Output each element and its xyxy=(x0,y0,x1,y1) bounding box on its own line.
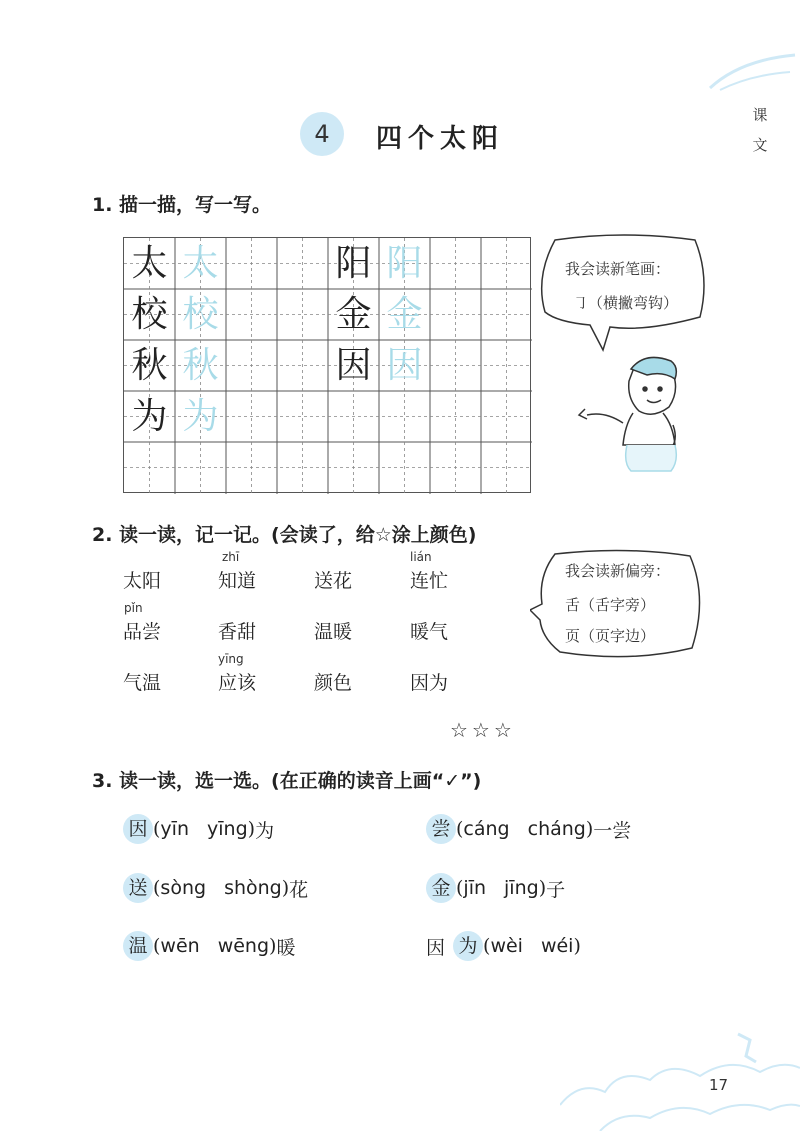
grid-trace-char: 阳 xyxy=(386,243,423,284)
pinyin-choice-item: 温 ( wēn wēng ) 暖 xyxy=(123,931,295,961)
vocab-word: 送花 xyxy=(314,570,353,592)
vocab-word: 应该 xyxy=(218,672,257,694)
decor-clouds-icon xyxy=(560,1010,800,1131)
pinyin-option[interactable]: wēng xyxy=(217,935,270,957)
side-tab xyxy=(748,100,772,160)
pinyin-option[interactable]: jīng xyxy=(504,877,539,899)
pinyin-option[interactable]: shòng xyxy=(224,877,282,899)
pinyin-option[interactable]: jīn xyxy=(463,877,487,899)
grid-char: 阳 xyxy=(335,243,372,284)
pinyin-option[interactable]: wēn xyxy=(160,935,200,957)
bubble-2-line2: 舌（舌字旁） xyxy=(565,596,656,614)
vocab-word: 太阳 xyxy=(123,570,162,592)
item-suffix: 暖 xyxy=(276,936,296,959)
pinyin-option[interactable]: cháng xyxy=(527,818,586,840)
decor-swoosh-icon xyxy=(700,50,800,95)
bubble-1-line2: ㇆（横撇弯钩） xyxy=(573,294,679,312)
grid-trace-char: 因 xyxy=(386,345,423,386)
rating-stars[interactable]: ☆☆☆ xyxy=(450,718,516,742)
grid-trace-char: 太 xyxy=(182,243,219,284)
pinyin-choice-item: 因 ( yīn yīng ) 为 xyxy=(123,814,274,844)
grid-trace-char: 校 xyxy=(182,294,219,335)
pinyin-option[interactable]: wèi xyxy=(490,935,523,957)
lesson-title: 四个太阳 xyxy=(376,124,505,154)
grid-char: 太 xyxy=(131,243,168,284)
vocab-pinyin: pǐn xyxy=(124,601,143,615)
target-char: 为 xyxy=(453,931,483,961)
pinyin-option[interactable]: yīn xyxy=(160,818,189,840)
grid-trace-char: 为 xyxy=(182,396,219,437)
vocab-pinyin: lián xyxy=(410,550,432,564)
grid-char: 校 xyxy=(131,294,168,335)
pinyin-option[interactable]: cáng xyxy=(463,818,510,840)
pinyin-choice-item: 尝 ( cáng cháng ) 一尝 xyxy=(426,814,631,844)
item-suffix: 一尝 xyxy=(593,819,632,842)
pinyin-option[interactable]: sòng xyxy=(160,877,207,899)
target-char: 因 xyxy=(123,814,153,844)
lesson-number: 4 xyxy=(300,112,344,156)
boy-illustration-icon xyxy=(575,345,695,475)
section-2-title: 2. 读一读，记一记。(会读了，给☆涂上颜色) xyxy=(92,524,477,546)
target-char: 金 xyxy=(426,873,456,903)
vocab-word: 因为 xyxy=(410,672,449,694)
bubble-1-line1: 我会读新笔画： xyxy=(565,260,671,278)
bubble-2-line3: 页（页字边） xyxy=(565,627,656,645)
grid-trace-char: 秋 xyxy=(182,345,219,386)
pinyin-option[interactable]: wéi xyxy=(540,935,574,957)
writing-grid xyxy=(123,237,531,493)
target-char: 温 xyxy=(123,931,153,961)
item-suffix: 子 xyxy=(546,878,566,901)
pinyin-option[interactable]: yīng xyxy=(207,818,248,840)
section-1-title: 1. 描一描，写一写。 xyxy=(92,194,272,216)
grid-char: 金 xyxy=(335,294,372,335)
target-char: 送 xyxy=(123,873,153,903)
grid-char: 为 xyxy=(131,396,168,437)
vocab-word: 气温 xyxy=(123,672,162,694)
vocab-word: 香甜 xyxy=(218,621,257,643)
vocab-pinyin: zhī xyxy=(222,550,240,564)
item-prefix: 因 xyxy=(426,936,446,959)
vocab-word: 暖气 xyxy=(410,621,449,643)
section-3-title: 3. 读一读，选一选。(在正确的读音上画“✓”) xyxy=(92,770,482,792)
grid-char: 因 xyxy=(335,345,372,386)
item-suffix: 花 xyxy=(289,878,309,901)
page-number: 17 xyxy=(709,1076,729,1094)
item-suffix: 为 xyxy=(255,819,275,842)
grid-trace-char: 金 xyxy=(386,294,423,335)
vocab-word: 品尝 xyxy=(123,621,162,643)
vocab-word: 温暖 xyxy=(314,621,353,643)
pinyin-choice-item: 因 为 ( wèi wéi ) xyxy=(426,931,581,961)
side-tab-char: 文 xyxy=(752,136,768,154)
grid-char: 秋 xyxy=(131,345,168,386)
bubble-2-line1: 我会读新偏旁： xyxy=(565,562,671,580)
side-tab-char: 课 xyxy=(752,106,768,124)
vocab-word: 知道 xyxy=(218,570,257,592)
pinyin-choice-item: 送 ( sòng shòng ) 花 xyxy=(123,873,308,903)
target-char: 尝 xyxy=(426,814,456,844)
vocab-pinyin: yīng xyxy=(218,652,244,666)
vocab-word: 连忙 xyxy=(410,570,449,592)
vocab-word: 颜色 xyxy=(314,672,353,694)
pinyin-choice-item: 金 ( jīn jīng ) 子 xyxy=(426,873,565,903)
